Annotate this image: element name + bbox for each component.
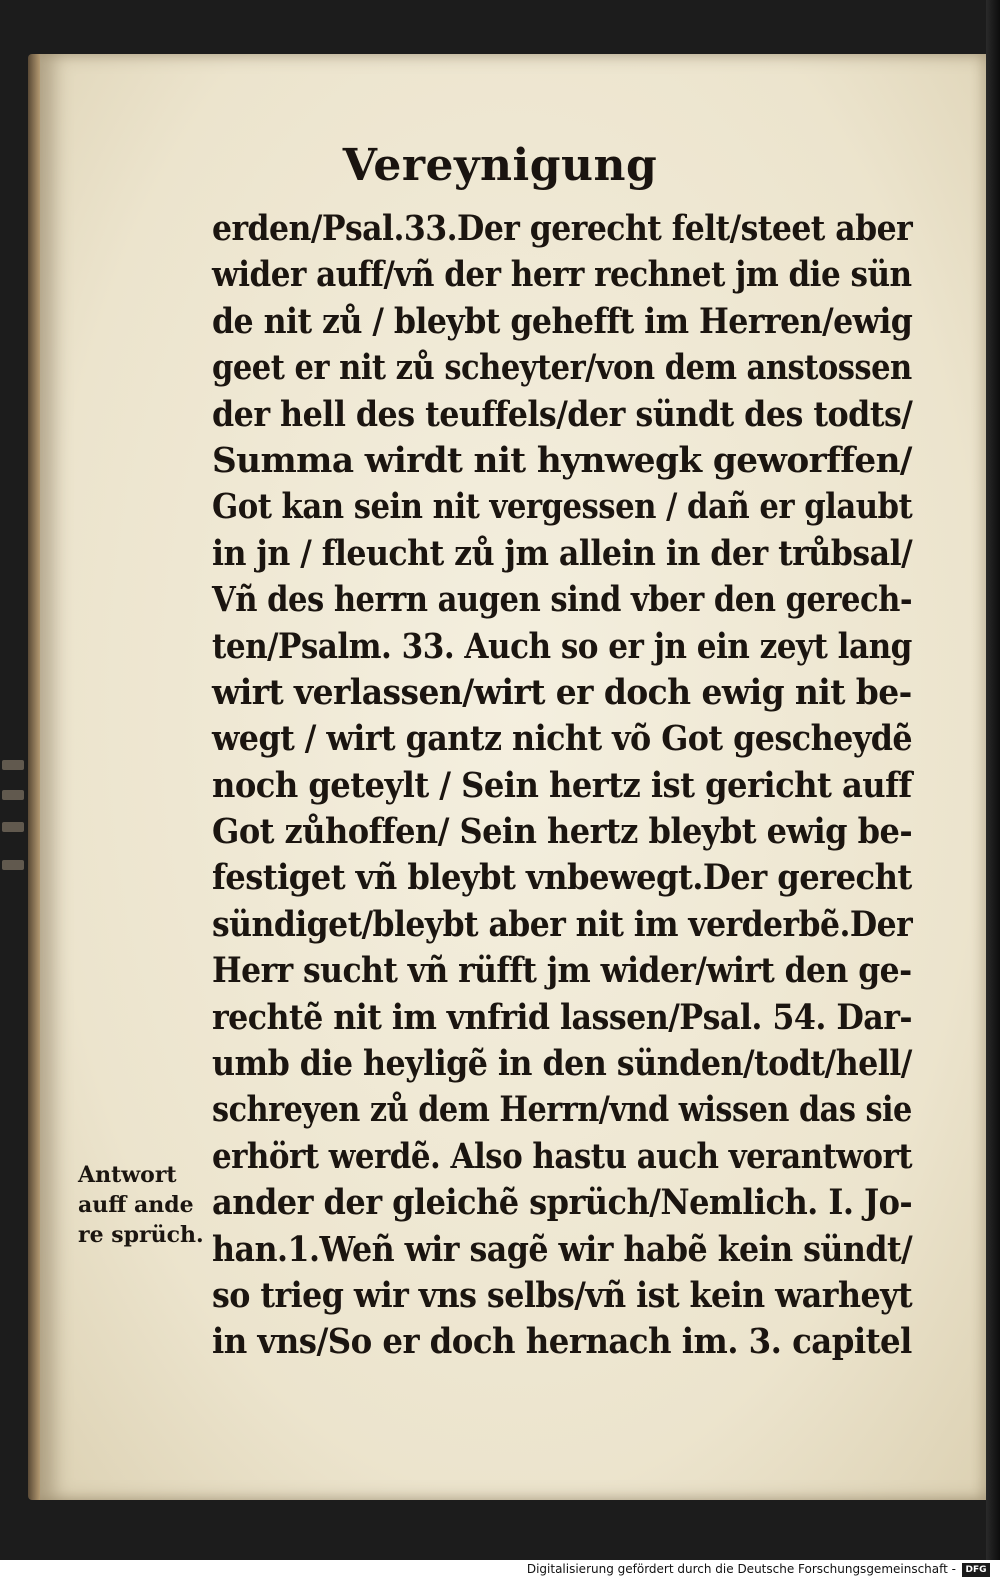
- text-line: wirt verlassen/wirt er doch ewig nit be-: [212, 671, 912, 713]
- text-line: rechtẽ nit im vnfrid lassen/Psal. 54. Dar-: [212, 996, 913, 1038]
- text-line: so trieg wir vns selbs/vñ ist kein warheyt: [212, 1274, 913, 1316]
- text-line: ander der gleichẽ sprüch/Nemlich. I. Jo-: [212, 1182, 913, 1224]
- facing-page-fragments: [0, 760, 30, 910]
- text-line: han.1.Weñ wir sagẽ wir habẽ kein sündt/: [212, 1228, 913, 1270]
- text-line: umb die heyligẽ in den sünden/todt/hell/: [212, 1043, 912, 1085]
- text-line: wegt / wirt gantz nicht võ Got gescheydẽ: [212, 718, 913, 760]
- digitization-credit: Digitalisierung gefördert durch die Deutsche Forschungsgemeinschaft -: [526, 1562, 956, 1576]
- body-text: [212, 206, 912, 1366]
- marginal-note: [78, 1160, 228, 1250]
- text-line: erhört werdẽ. Also hastu auch verantwort: [212, 1135, 913, 1177]
- text-line: in vns/So er doch hernach im. 3. capitel: [212, 1321, 912, 1363]
- text-line: erden/Psal.33.Der gerecht felt/steet aber: [212, 208, 913, 249]
- text-line: ten/Psalm. 33. Auch so er jn ein zeyt lang: [212, 625, 912, 667]
- text-line: schreyen zů dem Herrn/vnd wissen das sie: [212, 1089, 912, 1131]
- marginal-note-line: Antwort: [78, 1162, 177, 1188]
- binding-edge: [986, 0, 1000, 1560]
- footer-bar: [0, 1560, 1000, 1581]
- text-line: wider auff/vñ der herr rechnet jm die sün: [212, 254, 912, 296]
- running-head: Vereynigung: [342, 140, 658, 191]
- marginal-note-line: re sprüch.: [78, 1222, 204, 1248]
- text-line: geet er nit zů scheyter/von dem anstossen: [212, 347, 912, 389]
- fragment: [2, 822, 24, 832]
- text-line: de nit zů / bleybt gehefft im Herren/ewig: [212, 300, 913, 342]
- text-line: Got zůhoffen/ Sein hertz bleybt ewig be-: [212, 811, 913, 853]
- text-line: noch geteylt / Sein hertz ist gericht auff: [212, 764, 912, 806]
- text-line: in jn / fleucht zů jm allein in der trůbsal/: [212, 532, 913, 574]
- fragment: [2, 790, 24, 800]
- text-line: der hell des teuffels/der sündt des todts/: [212, 393, 913, 435]
- text-line: sündiget/bleybt aber nit im verderbẽ.Der: [212, 903, 913, 945]
- dfg-logo-icon: DFG: [962, 1563, 990, 1577]
- fragment: [2, 760, 24, 770]
- text-line: Vñ des herrn augen sind vber den gerech-: [212, 579, 913, 621]
- marginal-note-line: auff ande: [78, 1192, 194, 1218]
- fragment: [2, 860, 24, 870]
- text-line: festiget vñ bleybt vnbewegt.Der gerecht: [212, 857, 912, 899]
- text-line: Got kan sein nit vergessen / dañ er glaubt: [212, 486, 913, 528]
- text-line: Summa wirdt nit hynwegk geworffen/: [212, 439, 912, 481]
- text-line: Herr sucht vñ rüfft jm wider/wirt den ge-: [212, 950, 912, 992]
